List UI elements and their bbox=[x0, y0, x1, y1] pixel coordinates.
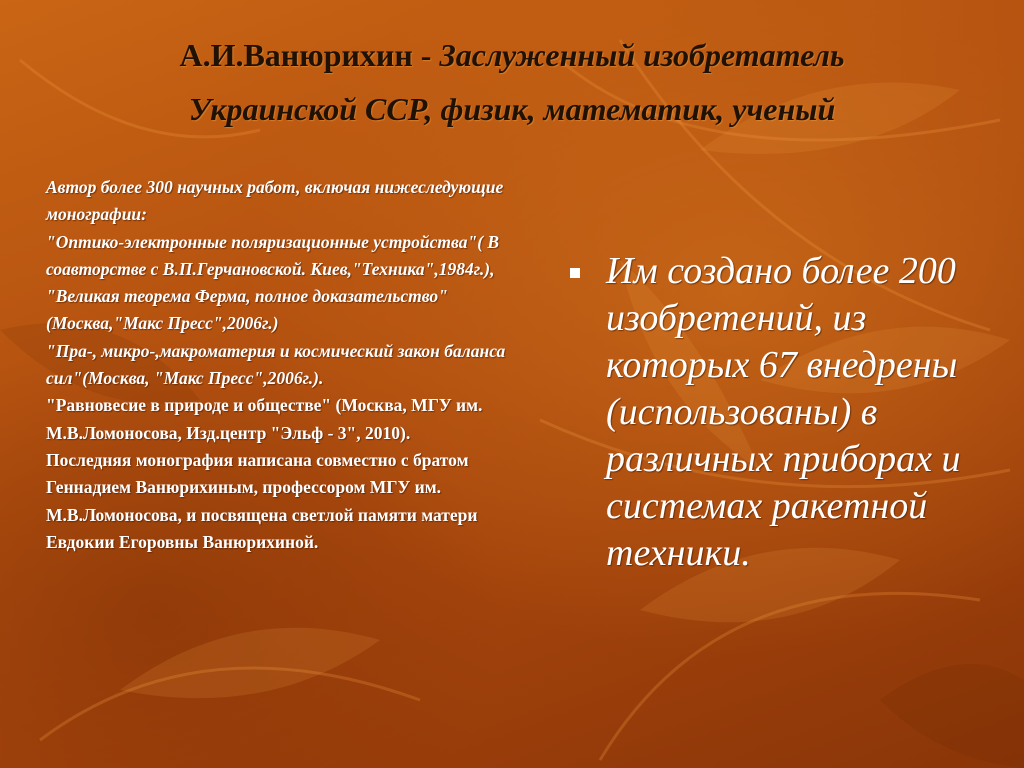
title-description-line1: Заслуженный изобретатель bbox=[439, 37, 845, 73]
title-description-line2: Украинской ССР, физик, математик, ученый bbox=[188, 91, 836, 127]
monographs-text-block bbox=[46, 174, 536, 556]
monograph-1: "Оптико-электронные поляризационные устройства"( В соавторстве с В.П.Герчановской. Киев,"Техника",1984г.), bbox=[46, 231, 500, 279]
inventions-text: Им создано более 200 изобретений, из которых 67 внедрены (использованы) в различных приборах и системах ракетной техники. bbox=[606, 250, 961, 574]
square-bullet-icon bbox=[570, 268, 580, 278]
works-intro: Автор более 300 научных работ, включая нижеследующие монографии: bbox=[46, 177, 504, 225]
title-name: А.И.Ванюрихин - bbox=[179, 37, 432, 73]
monograph-3: "Пра-, микро-,макроматерия и космический закон баланса сил"(Москва, "Макс Пресс",2006г.). bbox=[46, 340, 506, 389]
inventions-bullet-block bbox=[570, 248, 970, 577]
monograph-4: "Равновесие в природе и обществе" (Москва, МГУ им. М.В.Ломоносова, Изд.центр "Эльф - 3", 2010). bbox=[46, 395, 483, 443]
last-monograph-note: Последняя монография написана совместно с братом Геннадием Ванюрихиным, профессором МГУ им. М.В.Ломоносова, и посвящена светлой памяти матери Евдокии Егоровны Ванюрихиной. bbox=[46, 449, 478, 552]
bullet-item bbox=[570, 248, 970, 577]
slide-title bbox=[40, 28, 984, 136]
monograph-2: "Великая теорема Ферма, полное доказательство"(Москва,"Макс Пресс",2006г.) bbox=[46, 286, 448, 334]
